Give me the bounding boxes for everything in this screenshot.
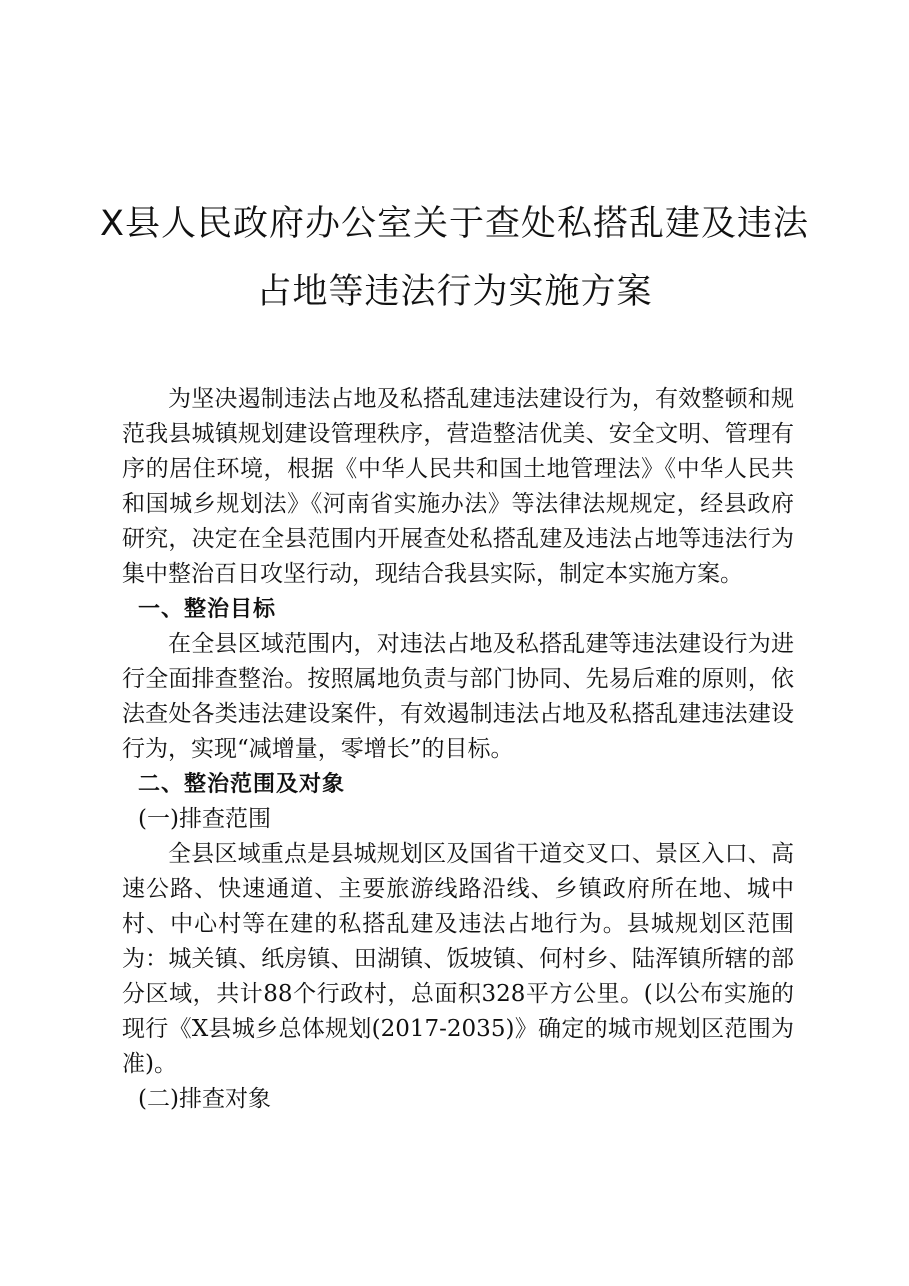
document-title-line1: X县人民政府办公室关于查处私搭乱建及违法 <box>100 204 809 244</box>
document-body <box>122 382 794 1117</box>
section2-heading: 二、整治范围及对象 <box>138 772 346 797</box>
intro-paragraph: 为坚决遏制违法占地及私搭乱建违法建设行为，有效整顿和规范我县城镇规划建设管理秩序，营造整洁优美、安全文明、管理有序的居住环境，根据《中华人民共和国土地管理法》《中华人民共和国城乡规划法》《河南省实施办法》等法律法规规定，经县政府研究，决定在全县范围内开展查处私搭乱建及违法占地等违法行为集中整治百日攻坚行动，现结合我县实际，制定本实施方案。 <box>122 386 794 587</box>
section2-sub2-heading: (二)排查对象 <box>138 1086 271 1112</box>
section2-paragraph: 全县区域重点是县城规划区及国省干道交叉口、景区入口、高速公路、快速通道、主要旅游线路沿线、乡镇政府所在地、城中村、中心村等在建的私搭乱建及违法占地行为。县城规划区范围为：城关镇、纸房镇、田湖镇、饭坡镇、何村乡、陆浑镇所辖的部分区域，共计88个行政村，总面积328平方公里。(以公布实施的现行《X县城乡总体规划(2017-2035)》确定的城市规划区范围为准)。 <box>122 841 794 1077</box>
section1-paragraph: 在全县区域范围内，对违法占地及私搭乱建等违法建设行为进行全面排查整治。按照属地负责与部门协同、先易后难的原则，依法查处各类违法建设案件，有效遏制违法占地及私搭乱建违法建设行为，实现“减增量，零增长”的目标。 <box>122 631 794 762</box>
section1-heading: 一、整治目标 <box>138 597 277 622</box>
document-title-line2: 占地等违法行为实施方案 <box>256 272 653 312</box>
section2-sub1-heading: (一)排查范围 <box>138 806 271 832</box>
